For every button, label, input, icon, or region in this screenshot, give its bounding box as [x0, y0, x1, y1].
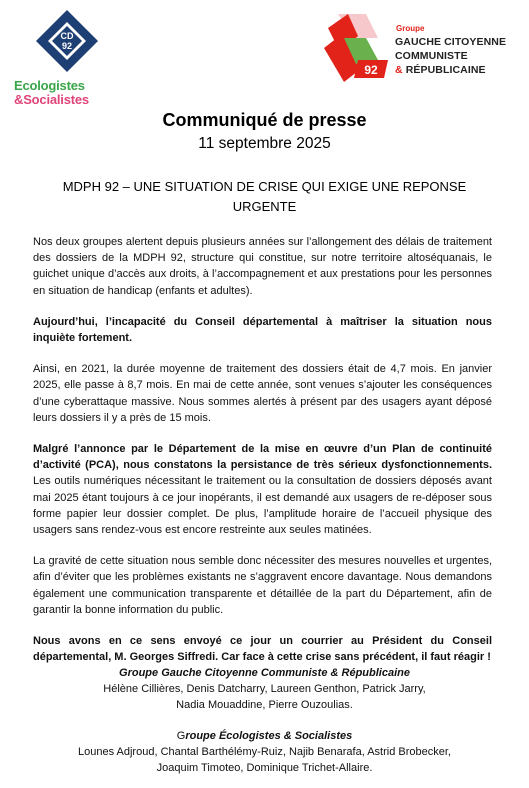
paragraph-4: [33, 441, 492, 538]
paragraph-3: Ainsi, en 2021, la durée moyenne de traitement des dossiers était de 4,7 mois. En janvier 2025, elle passe à 8,7 mois. En mai de cette année, sont venues s’ajouter les conséquences d’une cyberattaque massive. Nous sommes alertés à présent par des usagers ayant déposé leurs dossiers il y a près de 15 mois.: [33, 363, 492, 424]
badge-text-92: 92: [61, 41, 73, 51]
document-date: 11 septembre 2025: [198, 135, 331, 152]
signature-group-initial: G: [176, 730, 186, 742]
ecologistes-socialistes-logo: [12, 8, 122, 106]
logo-ampersand: &: [14, 92, 24, 107]
cd92-badge-icon: [32, 8, 102, 74]
logo-line-republicaine-word: RÉPUBLICAINE: [402, 64, 486, 76]
signature-members-line: Lounes Adjroud, Chantal Barthélémy-Ruiz, Najib Benarafa, Astrid Brobecker,: [78, 746, 451, 758]
signature-members-line: Joaquim Timoteo, Dominique Trichet-Allaire.: [156, 762, 373, 774]
press-body: [33, 234, 492, 680]
signature-group-name: [0, 728, 529, 744]
signature-group-gcr: [0, 665, 529, 713]
logo-ampersand: &: [395, 64, 403, 76]
logo-text-socialistes-word: Socialistes: [23, 92, 89, 107]
press-headline: MDPH 92 – UNE SITUATION DE CRISE QUI EXIGE UNE REPONSE URGENTE: [62, 179, 467, 214]
signature-group-es: [0, 728, 529, 776]
paragraph-4-rest: Les outils numériques nécessitant le traitement ou la consultation de dossiers déposés avant mai 2025 étant toujours à ce jour inopérants, il est demandé aux usagers de re-déposer sous forme papier leur dossier complet. De plus, l’amplitude horaire de l’accueil physique des usagers sans rendez-vous est encore restreinte aux seules matinées.: [33, 475, 492, 537]
paragraph-6: Nous avons en ce sens envoyé ce jour un courrier au Président du Conseil départemental, M. Georges Siffredi. Car face à cette crise sans précédent, il faut réagir !: [33, 635, 492, 664]
signature-group-name-rest: roupe Écologistes & Socialistes: [185, 730, 353, 742]
gcr-badge-icon: [318, 8, 403, 93]
logo-line-gauche-citoyenne: GAUCHE CITOYENNE: [395, 36, 507, 48]
signature-members-line: Hélène Cillières, Denis Datcharry, Laureen Genthon, Patrick Jarry,: [103, 683, 426, 695]
paragraph-2: Aujourd’hui, l’incapacité du Conseil départemental à maîtriser la situation nous inquiète fortement.: [33, 315, 492, 345]
badge-text-cd: CD: [60, 31, 74, 41]
logo-line-communiste: COMMUNISTE: [395, 50, 468, 62]
paragraph-4-bold: Malgré l’annonce par le Département de la mise en œuvre d’un Plan de continuité d’activité (PCA), nous constatons la persistance de très sérieux dysfonctionnements.: [33, 443, 492, 472]
document-title: Communiqué de presse: [162, 110, 367, 130]
gauche-citoyenne-logo: [318, 8, 523, 93]
paragraph-1: Nos deux groupes alertent depuis plusieurs années sur l’allongement des délais de traitement des dossiers de la MDPH 92, structure qui constitue, sur notre territoire altoséquanais, le guichet unique d’accès aux droits, à l’accompagnement et aux prestations pour les personnes en situation de handicap (enfants et adultes).: [33, 236, 492, 297]
logo-text-ecologistes: Ecologistes: [14, 78, 85, 93]
logo-line-republicaine: [395, 64, 486, 76]
signature-group-name: Groupe Gauche Citoyenne Communiste & Républicaine: [119, 667, 410, 679]
signature-members-line: Nadia Mouaddine, Pierre Ouzoulias.: [176, 699, 353, 711]
badge-text-92: 92: [364, 63, 378, 77]
logo-kicker: Groupe: [396, 24, 425, 33]
paragraph-5: La gravité de cette situation nous semble donc nécessiter des mesures nouvelles et urgentes, afin d’éviter que les problèmes existants ne s’aggravent encore davantage. Nous demandons également une communication transparente et détaillée de la part du Département, afin de garantir la bonne information du public.: [33, 555, 492, 616]
logo-text-socialistes: [14, 92, 89, 107]
